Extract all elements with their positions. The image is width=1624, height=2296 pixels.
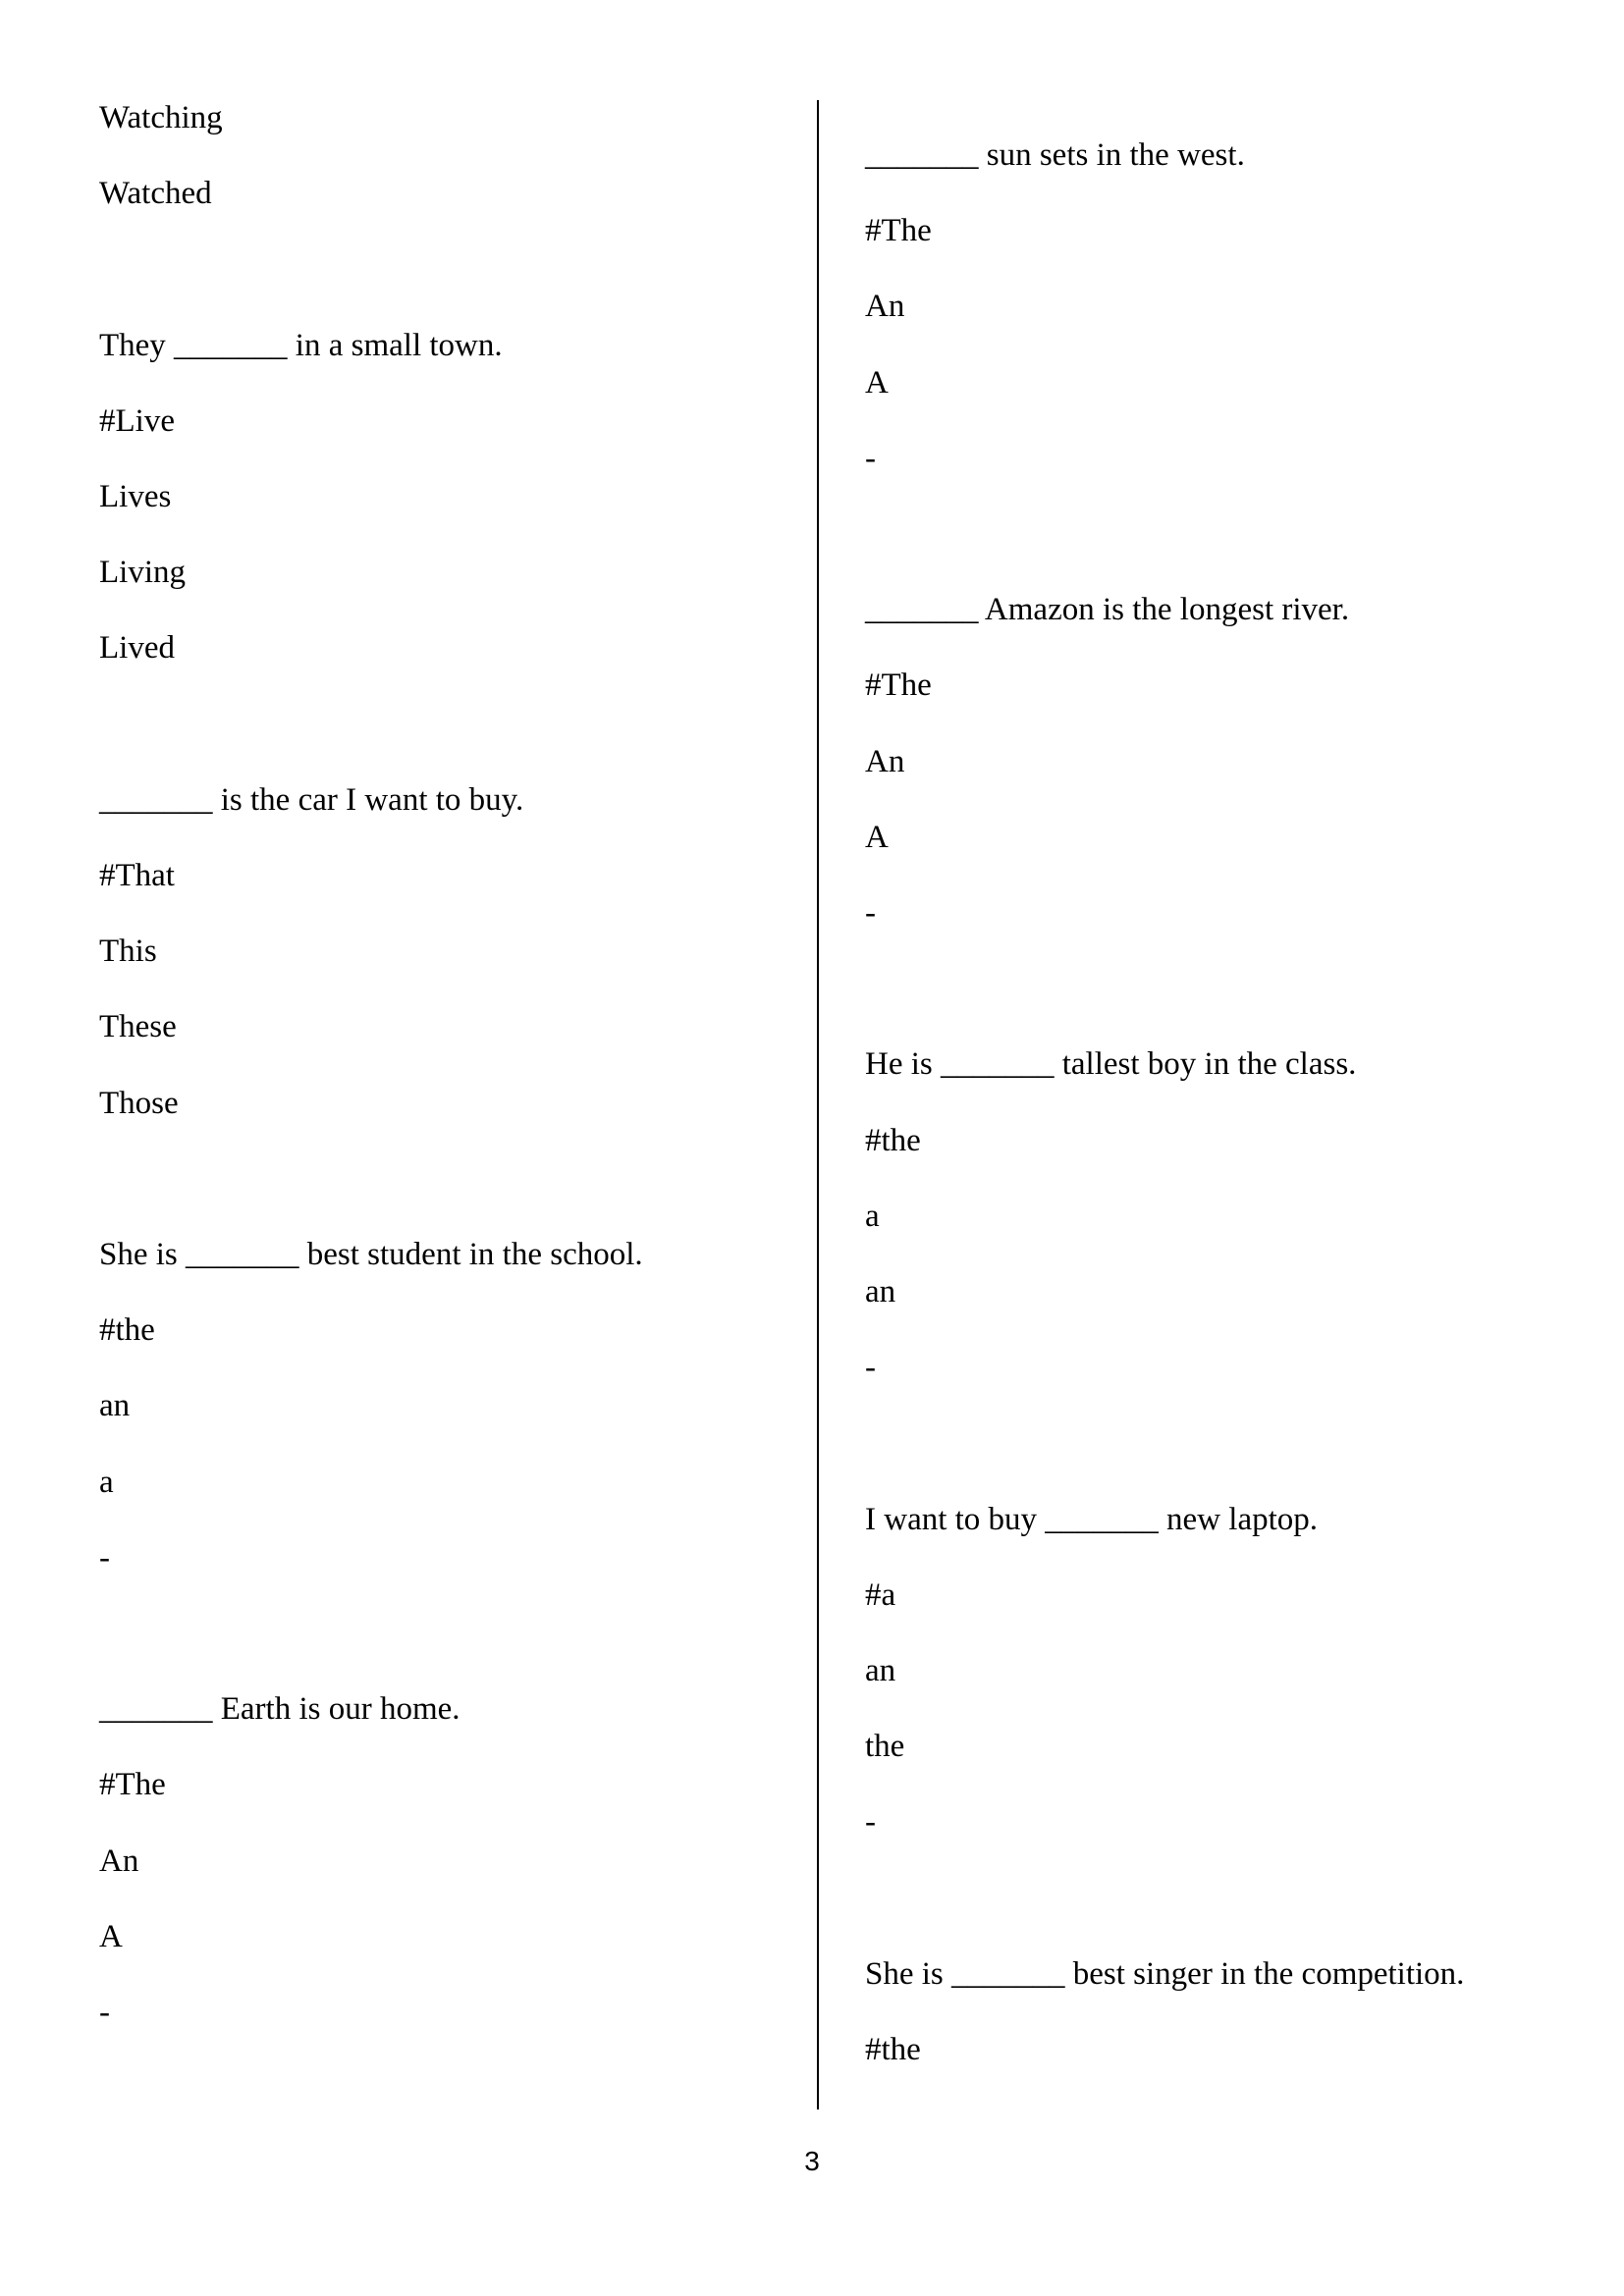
option-line: Lives [99, 479, 172, 514]
blank-option: - [865, 1350, 876, 1386]
option-line: a [99, 1464, 114, 1500]
correct-answer-option: #That [99, 858, 175, 893]
option-line: This [99, 934, 157, 970]
option-line: Lived [99, 630, 175, 667]
correct-answer-option: #The [865, 667, 932, 704]
page-number: 3 [804, 2146, 820, 2176]
question-text: He is _______ tallest boy in the class. [865, 1046, 1357, 1083]
question-text: I want to buy _______ new laptop. [865, 1501, 1319, 1537]
option-line: Those [99, 1085, 179, 1121]
option-line: Living [99, 555, 186, 591]
option-line: an [865, 1653, 896, 1688]
correct-answer-option: #The [865, 213, 932, 249]
question-text: _______ sun sets in the west. [865, 137, 1245, 173]
correct-answer-option: #Live [99, 402, 175, 439]
option-line: a [865, 1198, 880, 1234]
correct-answer-option: #the [99, 1312, 155, 1349]
column-divider [817, 100, 819, 2109]
blank-option: - [865, 1804, 876, 1841]
option-line: A [865, 364, 889, 400]
option-line: an [99, 1388, 131, 1424]
correct-answer-option: #the [865, 2032, 921, 2067]
question-text: She is _______ best singer in the competition. [865, 1955, 1465, 1992]
question-text: _______ is the car I want to buy. [99, 781, 524, 818]
blank-option: - [99, 1995, 110, 2030]
option-line: Watching [99, 100, 223, 135]
correct-answer-option: #the [865, 1122, 921, 1158]
option-line: These [99, 1009, 177, 1045]
option-line: Watched [99, 176, 212, 212]
option-line: An [865, 289, 905, 325]
option-line: An [99, 1842, 139, 1879]
option-line: A [865, 819, 889, 855]
blank-option: - [865, 440, 876, 476]
correct-answer-option: #The [99, 1767, 166, 1803]
question-text: _______ Earth is our home. [99, 1691, 460, 1728]
option-line: an [865, 1274, 896, 1309]
correct-answer-option: #a [865, 1576, 896, 1613]
option-line: A [99, 1918, 123, 1954]
option-line: An [865, 743, 905, 779]
blank-option: - [865, 895, 876, 931]
question-text: _______ Amazon is the longest river. [865, 592, 1350, 628]
question-text: She is _______ best student in the school. [99, 1237, 643, 1272]
question-text: They _______ in a small town. [99, 327, 503, 363]
option-line: the [865, 1729, 905, 1765]
blank-option: - [99, 1539, 110, 1575]
